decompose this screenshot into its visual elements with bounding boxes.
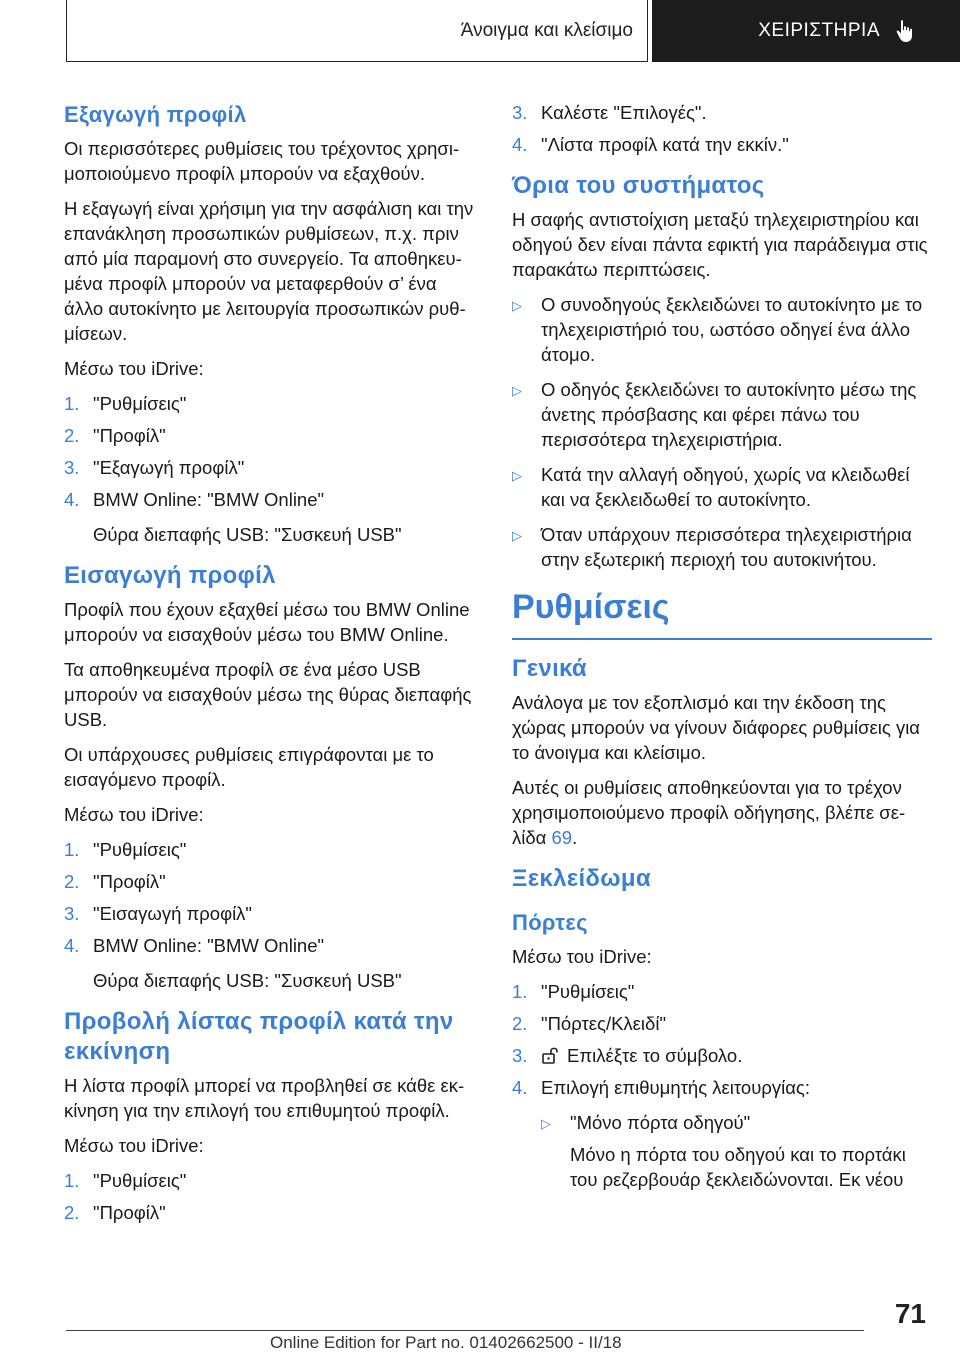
left-column bbox=[64, 100, 480, 1235]
export-paragraph-2: Η εξαγωγή είναι χρήσιμη για την ασφάλιση και την επανάκληση προσωπικών ρυθμίσεων, π.χ. πριν από μία παραμονή στο συνεργείο. Τα αποθηκευμένα προφίλ μπορούν να μεταφερθούν σ’ ένα άλλο αυτοκίνητο με λειτουργία προσωπικών ρυθμίσεων. bbox=[64, 198, 474, 344]
door-options-list bbox=[512, 1110, 932, 1136]
show-paragraph-1: Η λίστα προφίλ μπορεί να προβληθεί σε κάθε εκκίνηση για την επιλογή του επιθυμητού προφίλ. bbox=[64, 1075, 465, 1121]
export-usb-option: Θύρα διεπαφής USB: "Συσκευή USB" bbox=[93, 524, 402, 545]
list-item: 1. "Ρυθμίσεις" bbox=[512, 980, 635, 1002]
triangle-bullet-icon: ▷ bbox=[512, 468, 522, 483]
export-profile-heading: Εξαγωγή προφίλ bbox=[64, 102, 247, 127]
triangle-bullet-icon: ▷ bbox=[512, 298, 522, 313]
general-paragraph-2: Αυτές οι ρυθμίσεις αποθηκεύονται για το τρέχον χρησιμοποιούμενο προφίλ οδήγησης, βλέπε σελίδα 69. bbox=[512, 776, 906, 848]
list-item: 3. "Εισαγωγή προφίλ" bbox=[64, 903, 253, 924]
show-profile-list-heading: Προβολή λίστας προφίλ κατά την εκκίνηση bbox=[64, 1008, 454, 1065]
list-item: 1. "Ρυθμίσεις" bbox=[64, 393, 187, 414]
unlock-icon bbox=[541, 1046, 559, 1064]
general-heading: Γενικά bbox=[512, 654, 587, 682]
door-steps-list bbox=[512, 979, 932, 1100]
right-column bbox=[512, 100, 932, 1192]
export-paragraph-1: Οι περισσότερες ρυθμίσεις του τρέχοντος χρησιμοποιούμενο προφίλ μπορούν να εξαχθούν. bbox=[64, 138, 460, 184]
list-item: ▷ Όταν υπάρχουν περισσότερα τηλεχειριστήρια στην εξωτερική περιοχή του αυτοκινήτου. bbox=[512, 524, 912, 570]
import-paragraph-2: Τα αποθηκευμένα προφίλ σε ένα μέσο USB μπορούν να εισαχθούν μέσω της θύρας διεπαφής USB. bbox=[64, 659, 472, 730]
show-steps-list bbox=[64, 1168, 480, 1225]
triangle-bullet-icon: ▷ bbox=[512, 528, 522, 543]
footer-divider bbox=[66, 1330, 864, 1331]
list-item: 1. "Ρυθμίσεις" bbox=[64, 1170, 187, 1191]
list-item: 2. "Πόρτες/Κλειδί" bbox=[512, 1012, 667, 1034]
limits-list bbox=[512, 292, 932, 572]
doors-heading: Πόρτες bbox=[512, 909, 588, 935]
list-item: 3. Καλέστε "Επιλογές". bbox=[512, 102, 707, 123]
header-section-title bbox=[66, 0, 648, 62]
door-option-description: Μόνο η πόρτα του οδηγού και το πορτάκι του ρεζερβουάρ ξεκλειδώνονται. Εκ νέου bbox=[570, 1143, 906, 1190]
page-link-69[interactable]: 69 bbox=[551, 826, 573, 848]
page-number: 71 bbox=[894, 1298, 926, 1329]
export-steps-list bbox=[64, 391, 480, 512]
list-item: 1. "Ρυθμίσεις" bbox=[64, 839, 187, 860]
import-steps-list bbox=[64, 837, 480, 958]
section-title: Άνοιγμα και κλείσιμο bbox=[460, 19, 633, 41]
list-item: 2. "Προφίλ" bbox=[64, 1202, 166, 1223]
via-idrive-label: Μέσω του iDrive: bbox=[64, 1135, 204, 1156]
list-item: ▷ Ο συνοδηγούς ξεκλειδώνει το αυτοκίνητο με το τηλεχειριστήριό του, ωστόσο οδηγεί ένα άλλο άτομο. bbox=[512, 294, 923, 365]
manual-label: ΧΕΙΡΙΣΤΗΡΙΑ bbox=[758, 20, 880, 41]
triangle-bullet-icon: ▷ bbox=[541, 1115, 551, 1131]
import-profile-heading: Εισαγωγή προφίλ bbox=[64, 562, 276, 589]
list-item: 2. "Προφίλ" bbox=[64, 871, 166, 892]
footer-edition: Online Edition for Part no. 01402662500 - II/18 bbox=[270, 1333, 622, 1352]
show-steps-list-continued bbox=[512, 100, 932, 157]
list-item: 4. BMW Online: "BMW Online" bbox=[64, 935, 325, 956]
list-item: 4. Επιλογή επιθυμητής λειτουργίας: bbox=[512, 1076, 810, 1098]
triangle-bullet-icon: ▷ bbox=[512, 383, 522, 398]
list-item: ▷ Κατά την αλλαγή οδηγού, χωρίς να κλειδωθεί και να ξεκλειδωθεί το αυτοκίνητο. bbox=[512, 464, 910, 510]
list-item: ▷ Ο οδηγός ξεκλειδώνει το αυτοκίνητο μέσω της άνετης πρόσβασης και φέρει πάνω του περισσότερα τηλεχειριστήρια. bbox=[512, 379, 917, 450]
header-manual-tab[interactable] bbox=[652, 0, 960, 62]
via-idrive-label: Μέσω του iDrive: bbox=[64, 358, 204, 379]
settings-heading: Ρυθμίσεις bbox=[512, 588, 670, 626]
unlock-heading: Ξεκλείδωμα bbox=[512, 864, 651, 892]
list-item: 2. "Προφίλ" bbox=[64, 425, 166, 446]
import-paragraph-1: Προφίλ που έχουν εξαχθεί μέσω του BMW Online μπορούν να εισαχθούν μέσω του BMW Online. bbox=[64, 599, 470, 645]
list-item: 3. Επιλέξτε το σύμβολο. bbox=[512, 1044, 743, 1066]
heading-divider bbox=[512, 638, 932, 640]
list-item: 4. "Λίστα προφίλ κατά την εκκίν." bbox=[512, 134, 789, 155]
via-idrive-label: Μέσω του iDrive: bbox=[512, 945, 652, 967]
list-item: ▷ "Μόνο πόρτα οδηγού" bbox=[541, 1110, 932, 1136]
import-paragraph-3: Οι υπάρχουσες ρυθμίσεις επιγράφονται με το εισαγόμενο προφίλ. bbox=[64, 744, 434, 790]
via-idrive-label: Μέσω του iDrive: bbox=[64, 804, 204, 825]
limits-paragraph: Η σαφής αντιστοίχιση μεταξύ τηλεχειριστηρίου και οδηγού δεν είναι πάντα εφικτή για παράδειγμα στις παρακάτω περιπτώσεις. bbox=[512, 209, 928, 280]
general-paragraph-1: Ανάλογα με τον εξοπλισμό και την έκδοση της χώρας μπορούν να γίνουν διάφορες ρυθμίσεις για το άνοιγμα και κλείσιμο. bbox=[512, 691, 920, 763]
list-item: 4. BMW Online: "BMW Online" bbox=[64, 489, 325, 510]
system-limits-heading: Όρια του συστήματος bbox=[512, 172, 765, 199]
import-usb-option: Θύρα διεπαφής USB: "Συσκευή USB" bbox=[93, 970, 402, 991]
hand-pointer-icon bbox=[896, 19, 918, 43]
list-item: 3. "Εξαγωγή προφίλ" bbox=[64, 457, 245, 478]
